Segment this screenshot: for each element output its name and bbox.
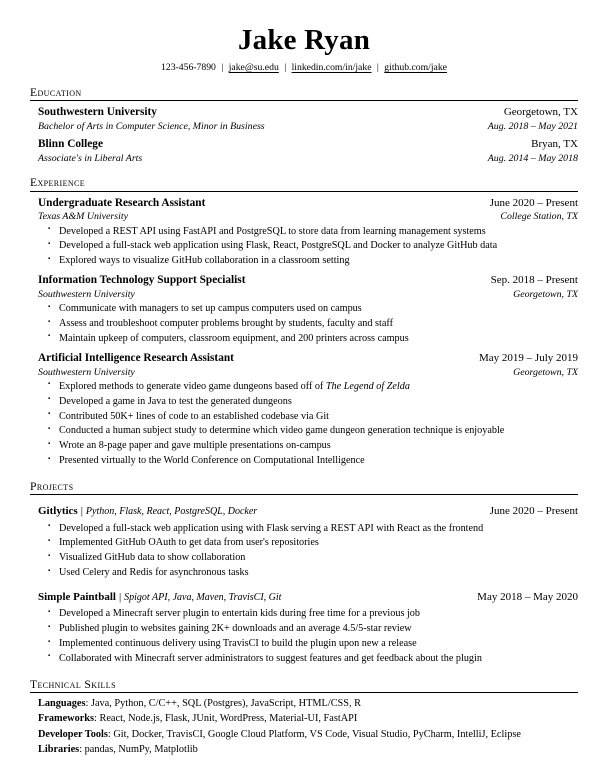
project-name: Gitlytics [38,505,78,518]
resume-header [30,24,578,75]
job-location: Georgetown, TX [513,366,578,378]
experience-entries [30,192,578,470]
skill-colon: : [107,728,114,740]
employer-name: Southwestern University [38,366,135,378]
skills-list [30,693,578,757]
job-bullet-list [38,225,578,270]
linkedin-link[interactable]: linkedin.com/in/jake [291,62,372,74]
project-header-row [38,585,578,606]
project-tech-stack: Python, Flask, React, PostgreSQL, Docker [85,506,258,518]
job-location: Georgetown, TX [513,289,578,301]
bullet-item: ▪ Maintain upkeep of computers, classroom equipment, and 200 printers across campus [38,332,578,347]
section-title-education: Education [30,86,578,101]
contact-line [30,62,578,75]
entry-header-row [38,196,578,211]
skill-line [38,727,578,742]
project-title-group [38,585,281,606]
bullet-item: ▪ Implemented GitHub OAuth to get data from user's repositories [38,536,578,551]
project-header-row [38,499,578,520]
skill-label: Libraries [38,743,80,755]
bullet-item: ▪ Developed a game in Java to test the generated dungeons [38,395,578,410]
section-title-skills: Technical Skills [30,678,578,693]
project-separator: | [80,505,83,518]
bullet-item: ▪ Communicate with managers to set up campus computers used on campus [38,302,578,317]
skill-label: Frameworks [38,713,95,725]
project-tech-stack: Spigot API, Java, Maven, TravisCI, Git [124,592,282,604]
job-date: Sep. 2018 – Present [490,274,578,287]
skill-value: pandas, NumPy, Matplotlib [84,743,198,755]
project-separator: | [118,591,122,604]
entry-sub-row [38,210,578,223]
employer-name: Southwestern University [38,289,135,301]
school-location: Georgetown, TX [503,106,578,119]
skill-line [38,696,578,711]
job-bullet-list [38,302,578,347]
skill-label: Developer Tools [38,728,108,740]
school-location: Bryan, TX [531,138,578,151]
skill-line [38,711,578,726]
section-title-experience: Experience [30,176,578,191]
school-name: Blinn College [38,138,103,151]
bullet-item: ▪ Used Celery and Redis for asynchronous tasks [38,566,578,581]
employer-name: Texas A&M University [38,211,128,223]
bullet-item [38,380,578,395]
bullet-item: ▪ Developed a full-stack web application using with Flask serving a REST API with React as the frontend [38,522,578,537]
bullet-item: ▪ Contributed 50K+ lines of code to an established codebase via Git [38,410,578,425]
bullet-item: ▪ Presented virtually to the World Conference on Computational Intelligence [38,454,578,469]
school-name: Southwestern University [38,106,157,119]
entry-sub-row [38,120,578,133]
skill-line [38,742,578,757]
section-technical-skills [30,678,578,757]
job-date: June 2020 – Present [489,196,578,209]
bullet-item: ▪ Developed a full-stack web application using Flask, React, PostgreSQL and Docker to analyze GitHub data [38,239,578,254]
email-link[interactable]: jake@su.edu [228,62,279,74]
github-link[interactable]: github.com/jake [384,62,447,74]
skill-colon: : [79,743,85,755]
degree-text: Bachelor of Arts in Computer Science, Minor in Business [38,121,265,133]
experience-entry [38,196,578,270]
skill-colon: : [85,698,91,710]
bullet-item: ▪ Published plugin to websites gaining 2K+ downloads and an average 4.5/5-star review [38,622,578,637]
section-projects [30,480,578,667]
project-date: May 2018 – May 2020 [477,591,578,604]
project-name: Simple Paintball [38,591,116,604]
job-location: College Station, TX [500,211,578,223]
project-entries [30,495,578,666]
section-experience [30,176,578,469]
bullet-item: ▪ Collaborated with Minecraft server administrators to suggest features and get feedback about the plugin [38,652,578,667]
project-bullet-list [38,522,578,582]
bullet-item: ▪ Developed a Minecraft server plugin to entertain kids during free time for a previous job [38,607,578,622]
contact-separator: | [284,62,287,74]
skill-value: Java, Python, C/C++, SQL (Postgres), JavaScript, HTML/CSS, R [90,698,362,710]
experience-entry [38,351,578,469]
entry-sub-row [38,288,578,301]
education-entry [38,137,578,165]
entry-sub-row [38,366,578,379]
contact-separator: | [221,62,224,74]
contact-separator: | [376,62,379,74]
education-date: Aug. 2014 – May 2018 [487,153,578,165]
bullet-item: ▪ Assess and troubleshoot computer problems brought by students, faculty and staff [38,317,578,332]
project-entry [38,585,578,667]
zelda-title: The Legend of Zelda [325,380,410,392]
section-title-projects: Projects [30,480,578,495]
entry-sub-row [38,152,578,165]
entry-header-row [38,273,578,288]
entry-header-row [38,137,578,152]
job-title: Undergraduate Research Assistant [38,196,206,209]
job-title: Artificial Intelligence Research Assistant [38,351,234,364]
skill-value: React, Node.js, Flask, JUnit, WordPress, Material-UI, FastAPI [99,713,358,725]
project-entry [38,499,578,581]
experience-entry [38,273,578,347]
project-bullet-list [38,607,578,667]
skill-value: Git, Docker, TravisCI, Google Cloud Platform, VS Code, Visual Studio, PyCharm, IntelliJ, Eclipse [113,728,521,740]
bullet-text-prefix: Explored methods to generate video game dungeons based off of [59,380,326,392]
bullet-item: ▪ Developed a REST API using FastAPI and PostgreSQL to store data from learning management systems [38,225,578,240]
project-date: June 2020 – Present [489,505,578,518]
skill-colon: : [94,713,100,725]
education-entry [38,105,578,133]
degree-text: Associate's in Liberal Arts [38,153,143,165]
entry-header-row [38,105,578,120]
education-date: Aug. 2018 – May 2021 [487,121,578,133]
phone-text: 123-456-7890 [161,62,216,74]
candidate-name: Jake Ryan [237,24,371,56]
project-title-group [38,499,257,520]
bullet-item: ▪ Wrote an 8-page paper and gave multiple presentations on-campus [38,439,578,454]
education-entries [30,101,578,165]
entry-header-row [38,351,578,366]
skill-label: Languages [38,698,86,710]
job-date: May 2019 – July 2019 [479,351,578,364]
bullet-item: ▪ Visualized GitHub data to show collaboration [38,551,578,566]
bullet-item: ▪ Implemented continuous delivery using TravisCI to build the plugin upon new a release [38,637,578,652]
bullet-item: ▪ Explored ways to visualize GitHub collaboration in a classroom setting [38,254,578,269]
section-education [30,86,578,165]
job-title: Information Technology Support Specialist [38,274,246,287]
bullet-item: ▪ Conducted a human subject study to determine which video game dungeon generation technique is enjoyable [38,424,578,439]
job-bullet-list [38,380,578,469]
